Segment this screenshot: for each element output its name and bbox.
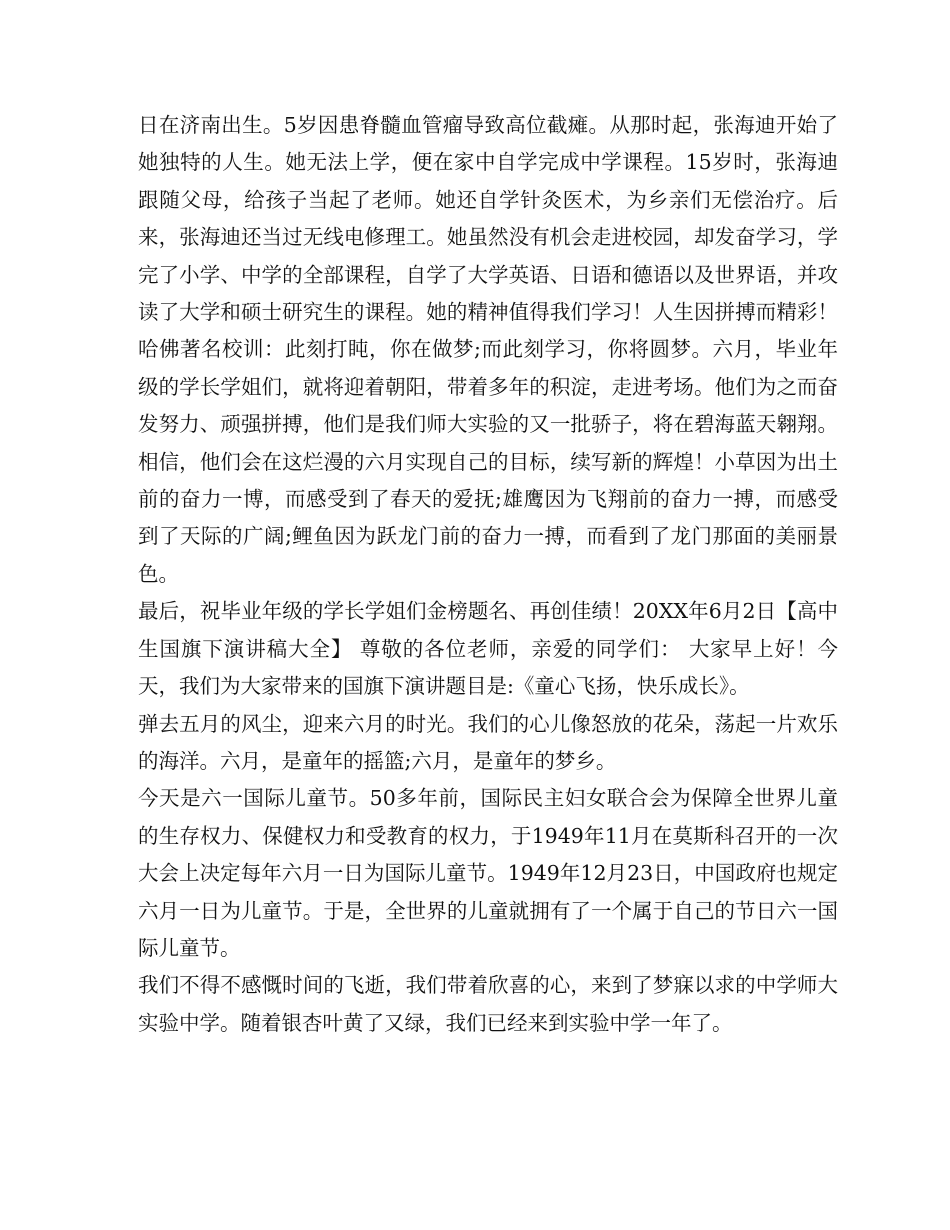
paragraph-june-arrival: 弹去五月的风尘，迎来六月的时光。我们的心儿像怒放的花朵，荡起一片欢乐的海洋。六月，是童年的摇篮;六月，是童年的梦乡。 [138,711,838,773]
paragraph-time-flies: 我们不得不感慨时间的飞逝，我们带着欣喜的心，来到了梦寐以求的中学师大实验中学。随着银杏叶黄了又绿，我们已经来到实验中学一年了。 [138,973,838,1035]
paragraph-zhang-haidi: 日在济南出生。5岁因患脊髓血管瘤导致高位截瘫。从那时起，张海迪开始了她独特的人生。她无法上学，便在家中自学完成中学课程。15岁时，张海迪跟随父母，给孩子当起了老师。她还自学针灸医术，为乡亲们无偿治疗。后来，张海迪还当过无线电修理工。她虽然没有机会走进校园，却发奋学习，学完了小学、中学的全部课程，自学了大学英语、日语和德语以及世界语，并攻读了大学和硕士研究生的课程。她的精神值得我们学习！人生因拼搏而精彩！哈佛著名校训：此刻打盹，你在做梦;而此刻学习，你将圆梦。六月，毕业年级的学长学姐们，就将迎着朝阳，带着多年的积淀，走进考场。他们为之而奋发努力、顽强拼搏，他们是我们师大实验的又一批骄子，将在碧海蓝天翱翔。相信，他们会在这烂漫的六月实现自己的目标，续写新的辉煌！小草因为出土前的奋力一博，而感受到了春天的爱抚;雄鹰因为飞翔前的奋力一搏，而感受到了天际的广阔;鲤鱼因为跃龙门前的奋力一搏，而看到了龙门那面的美丽景色。 [138,113,838,586]
document-body [138,107,838,1042]
paragraph-childrens-day-history: 今天是六一国际儿童节。50多年前，国际民主妇女联合会为保障全世界儿童的生存权力、保健权力和受教育的权力，于1949年11月在莫斯科召开的一次大会上决定每年六月一日为国际儿童节。1949年12月23日，中国政府也规定六月一日为儿童节。于是，全世界的儿童就拥有了一个属于自己的节日六一国际儿童节。 [138,786,838,960]
paragraph-closing-and-speech-intro: 最后，祝毕业年级的学长学姐们金榜题名、再创佳绩！20XX年6月2日【高中生国旗下演讲稿大全】 尊敬的各位老师，亲爱的同学们： 大家早上好！今天，我们为大家带来的国旗下演讲题目是:《童心飞扬，快乐成长》。 [138,599,838,699]
